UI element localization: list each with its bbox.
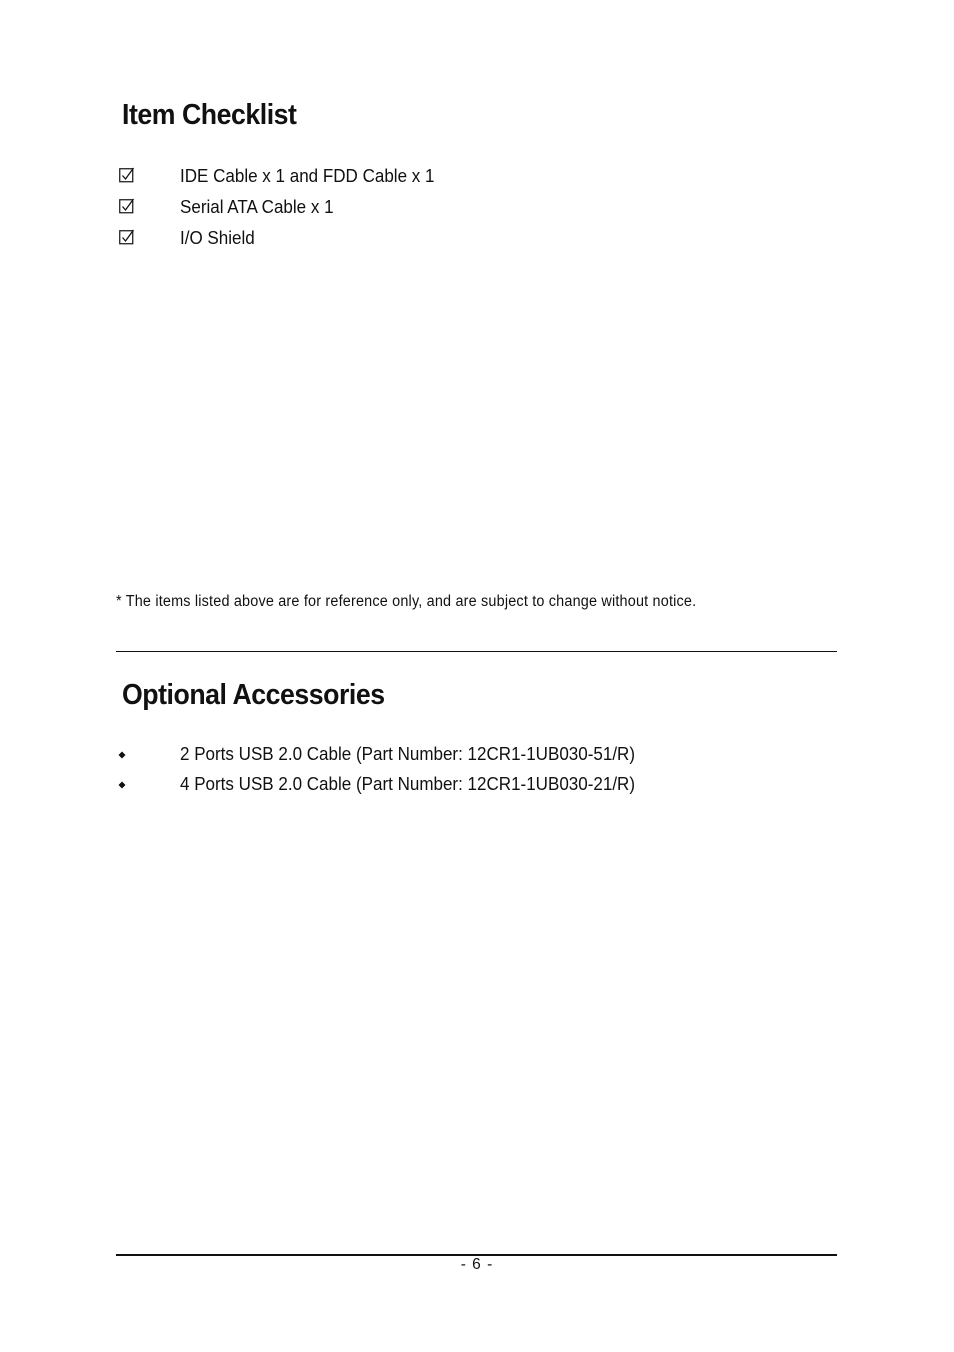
section-divider (116, 651, 837, 652)
checklist-item-label: IDE Cable x 1 and FDD Cable x 1 (180, 165, 435, 186)
diamond-bullet-icon (117, 777, 127, 787)
accessory-item-label: 4 Ports USB 2.0 Cable (Part Number: 12CR1-1UB030-21/R) (180, 773, 636, 794)
page-number: - 6 - (460, 1256, 494, 1273)
checklist-item-label: Serial ATA Cable x 1 (180, 196, 334, 217)
checklist-item-label: I/O Shield (180, 227, 255, 248)
diamond-bullet-icon (117, 747, 127, 757)
checked-box-icon (119, 229, 135, 245)
optional-accessories-title: Optional Accessories (122, 679, 385, 711)
reference-note: * The items listed above are for reference only, and are subject to change without notice. (116, 593, 697, 610)
item-checklist-title: Item Checklist (122, 99, 297, 131)
checked-box-icon (119, 198, 135, 214)
checked-box-icon (119, 167, 135, 183)
accessory-item-label: 2 Ports USB 2.0 Cable (Part Number: 12CR1-1UB030-51/R) (180, 743, 636, 764)
